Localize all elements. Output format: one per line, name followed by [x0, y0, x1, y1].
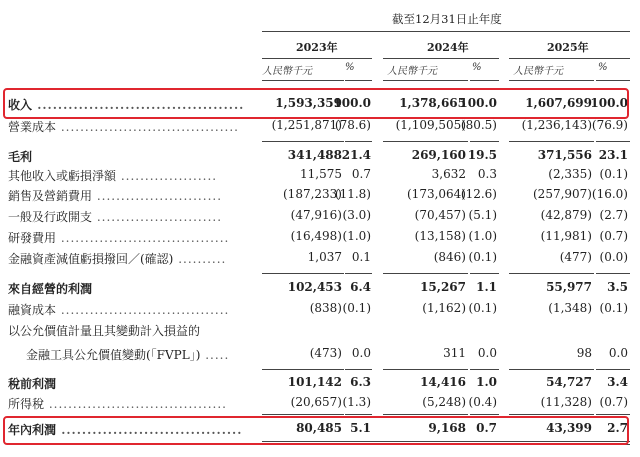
table-cell: 371,556 [537, 148, 592, 162]
leader-dots: ................................... [56, 303, 230, 317]
table-cell: 1,607,699 [525, 96, 592, 110]
leader-dots: ........................................ [32, 98, 245, 112]
row-label-text: 年內利潤 [8, 423, 57, 437]
row-label [8, 395, 227, 412]
rule-pct-before-pbt-2023 [345, 369, 372, 370]
table-cell: (11,981) [540, 229, 592, 243]
table-cell: 341,488 [287, 148, 342, 162]
table-cell: (1,109,505) [395, 118, 466, 132]
rule-before-op-2025 [509, 273, 594, 274]
table-cell: 54,727 [546, 375, 592, 389]
header-rule-top [262, 31, 630, 32]
rule-pct-after-cost-2024 [470, 141, 499, 142]
table-cell: 21.4 [341, 148, 371, 162]
table-cell: (16.0) [591, 187, 628, 201]
unit-percent-2023: % [345, 62, 355, 73]
table-cell: 269,160 [411, 148, 466, 162]
rule-pct-before-net-2024 [470, 414, 499, 415]
rule-after-cost-2023 [262, 141, 344, 142]
table-cell: (846) [433, 250, 466, 264]
table-cell: (20,657) [290, 395, 342, 409]
leader-dots: .......................... [92, 189, 223, 203]
unit-amount-2024: 人民幣千元 [387, 66, 437, 77]
table-cell: (1.0) [468, 229, 497, 243]
year-2024: 2024年 [427, 41, 469, 54]
row-label-text: 毛利 [8, 150, 33, 164]
rule-before-net-2025 [509, 414, 594, 415]
row-label-text: 其他收入或虧損淨額 [8, 169, 117, 183]
row-label [8, 167, 217, 184]
rule-before-pbt-2023 [262, 369, 344, 370]
year-rule-2025 [509, 58, 630, 59]
row-label [8, 187, 222, 204]
table-cell: (477) [559, 250, 592, 264]
row-label [8, 229, 229, 246]
row-label [8, 322, 200, 339]
table-cell: 1,378,665 [399, 96, 466, 110]
table-cell: (0.7) [599, 229, 628, 243]
unit-rule-2025-pct [596, 80, 630, 81]
table-cell: (0.1) [468, 250, 497, 264]
unit-rule-2025-amt [509, 80, 594, 81]
rule-pct-before-pbt-2025 [596, 369, 630, 370]
table-cell: 100.0 [590, 96, 628, 110]
table-cell: (1,251,871) [271, 118, 342, 132]
table-cell: (0.4) [468, 395, 497, 409]
table-cell: (5,248) [422, 395, 466, 409]
table-cell: 100.0 [333, 96, 371, 110]
row-label [8, 148, 32, 165]
unit-percent-2025: % [598, 62, 608, 73]
table-cell: 43,399 [546, 421, 592, 435]
row-label-text: 稅前利潤 [8, 377, 57, 391]
table-cell: (838) [309, 301, 342, 315]
table-cell: 1,593,359 [275, 96, 342, 110]
rule-before-op-2023 [262, 273, 344, 274]
rule-pct-after-cost-2025 [596, 141, 630, 142]
leader-dots: .......... [173, 252, 227, 266]
table-cell: (2,335) [548, 167, 592, 181]
table-cell: (0.0) [599, 250, 628, 264]
row-label-text: 所得稅 [8, 397, 45, 411]
table-cell: 0.3 [477, 167, 497, 181]
unit-rule-2023-pct [345, 80, 372, 81]
table-cell: (1.3) [342, 395, 371, 409]
table-cell: 15,267 [420, 280, 466, 294]
table-cell: 6.3 [350, 375, 371, 389]
table-cell: (1,162) [422, 301, 466, 315]
leader-dots: ................................... [56, 231, 230, 245]
row-label-text: 金融資產減值虧損撥回／(確認) [8, 252, 174, 266]
year-rule-2023 [262, 58, 372, 59]
row-label [8, 118, 239, 135]
table-cell: (187,233) [283, 187, 342, 201]
table-cell: 55,977 [546, 280, 592, 294]
table-cell: 23.1 [598, 148, 628, 162]
row-label [8, 280, 92, 297]
table-cell: 311 [443, 346, 466, 360]
table-cell: (80.5) [460, 118, 497, 132]
table-cell: (11,328) [540, 395, 592, 409]
table-cell: (42,879) [540, 208, 592, 222]
table-cell: (1.0) [342, 229, 371, 243]
rule-after-cost-2025 [509, 141, 594, 142]
rule-before-net-2023 [262, 414, 344, 415]
rule-pct-before-net-2023 [345, 414, 372, 415]
leader-dots: .................... [116, 169, 218, 183]
table-cell: (0.7) [599, 395, 628, 409]
table-cell: 19.5 [467, 148, 497, 162]
table-cell: 0.0 [608, 346, 628, 360]
rule-after-cost-2024 [383, 141, 468, 142]
table-cell: 0.0 [477, 346, 497, 360]
table-cell: (70,457) [414, 208, 466, 222]
year-2023: 2023年 [296, 41, 338, 54]
leader-dots: .......................... [92, 210, 223, 224]
table-cell: 0.0 [351, 346, 371, 360]
rule-before-pbt-2025 [509, 369, 594, 370]
table-cell: (78.6) [334, 118, 371, 132]
table-cell: 2.7 [607, 421, 628, 435]
unit-rule-2024-pct [470, 80, 499, 81]
row-label-text: 研發費用 [8, 231, 57, 245]
rule-before-net-2024 [383, 414, 468, 415]
rule-pct-before-net-2025 [596, 414, 630, 415]
table-cell: (0.1) [468, 301, 497, 315]
table-cell: 3.4 [607, 375, 628, 389]
leader-dots: ................................... [56, 423, 243, 437]
table-cell: (1,236,143) [521, 118, 592, 132]
unit-amount-2023: 人民幣千元 [262, 66, 312, 77]
table-cell: (5.1) [468, 208, 497, 222]
table-cell: (2.7) [599, 208, 628, 222]
row-label [8, 375, 56, 392]
table-cell: 100.0 [459, 96, 497, 110]
table-cell: (0.1) [599, 167, 628, 181]
table-cell: (173,064) [407, 187, 466, 201]
table-cell: 0.7 [351, 167, 371, 181]
rule-pct-before-op-2024 [470, 273, 499, 274]
row-label [8, 250, 226, 267]
rule-pct-before-op-2025 [596, 273, 630, 274]
table-cell: 11,575 [300, 167, 342, 181]
table-cell: (257,907) [533, 187, 592, 201]
table-cell: 14,416 [420, 375, 466, 389]
table-cell: 80,485 [296, 421, 342, 435]
leader-dots: ..... [200, 348, 230, 362]
table-cell: 0.7 [476, 421, 497, 435]
table-cell: (11.8) [334, 187, 371, 201]
table-cell: 102,453 [287, 280, 342, 294]
rule-before-op-2024 [383, 273, 468, 274]
table-cell: 6.4 [350, 280, 371, 294]
highlight-revenue-row [3, 88, 629, 119]
table-cell: (76.9) [591, 118, 628, 132]
table-cell: (3.0) [342, 208, 371, 222]
table-cell: (473) [309, 346, 342, 360]
table-cell: (12.6) [460, 187, 497, 201]
table-cell: 1,037 [307, 250, 342, 264]
table-cell: 0.1 [351, 250, 371, 264]
year-2025: 2025年 [547, 41, 589, 54]
table-cell: (16,498) [290, 229, 342, 243]
row-label-text: 金融工具公允價值變動(「FVPL」) [26, 348, 201, 362]
unit-rule-2023-amt [262, 80, 344, 81]
table-cell: (47,916) [290, 208, 342, 222]
row-label-text: 以公允價值計量且其變動計入損益的 [8, 324, 201, 338]
year-rule-2024 [383, 58, 499, 59]
unit-percent-2024: % [472, 62, 482, 73]
rule-pct-before-pbt-2024 [470, 369, 499, 370]
table-cell: 3.5 [607, 280, 628, 294]
table-cell: 5.1 [350, 421, 371, 435]
rule-pct-after-cost-2023 [345, 141, 372, 142]
leader-dots: ..................................... [56, 120, 239, 134]
period-title: 截至12月31日止年度 [392, 12, 502, 26]
row-label-text: 銷售及營銷費用 [8, 189, 93, 203]
table-cell: (1,348) [548, 301, 592, 315]
row-label [8, 208, 222, 225]
rule-pct-before-op-2023 [345, 273, 372, 274]
table-cell: 1.0 [476, 375, 497, 389]
table-cell: 3,632 [431, 167, 466, 181]
table-cell: 1.1 [476, 280, 497, 294]
row-label-text: 來自經營的利潤 [8, 282, 93, 296]
leader-dots: ..................................... [44, 397, 227, 411]
row-label [26, 346, 229, 363]
rule-before-pbt-2024 [383, 369, 468, 370]
table-cell: (0.1) [599, 301, 628, 315]
highlight-net-profit-row [3, 416, 629, 445]
table-cell: 98 [576, 346, 592, 360]
row-label [8, 301, 229, 318]
row-label-text: 營業成本 [8, 120, 57, 134]
table-cell: (0.1) [342, 301, 371, 315]
table-cell: (13,158) [414, 229, 466, 243]
unit-rule-2024-amt [383, 80, 468, 81]
row-label-text: 融資成本 [8, 303, 57, 317]
row-label-text: 一般及行政開支 [8, 210, 93, 224]
table-cell: 9,168 [428, 421, 466, 435]
unit-amount-2025: 人民幣千元 [513, 66, 563, 77]
table-cell: 101,142 [287, 375, 342, 389]
row-label-text: 收入 [8, 98, 33, 112]
